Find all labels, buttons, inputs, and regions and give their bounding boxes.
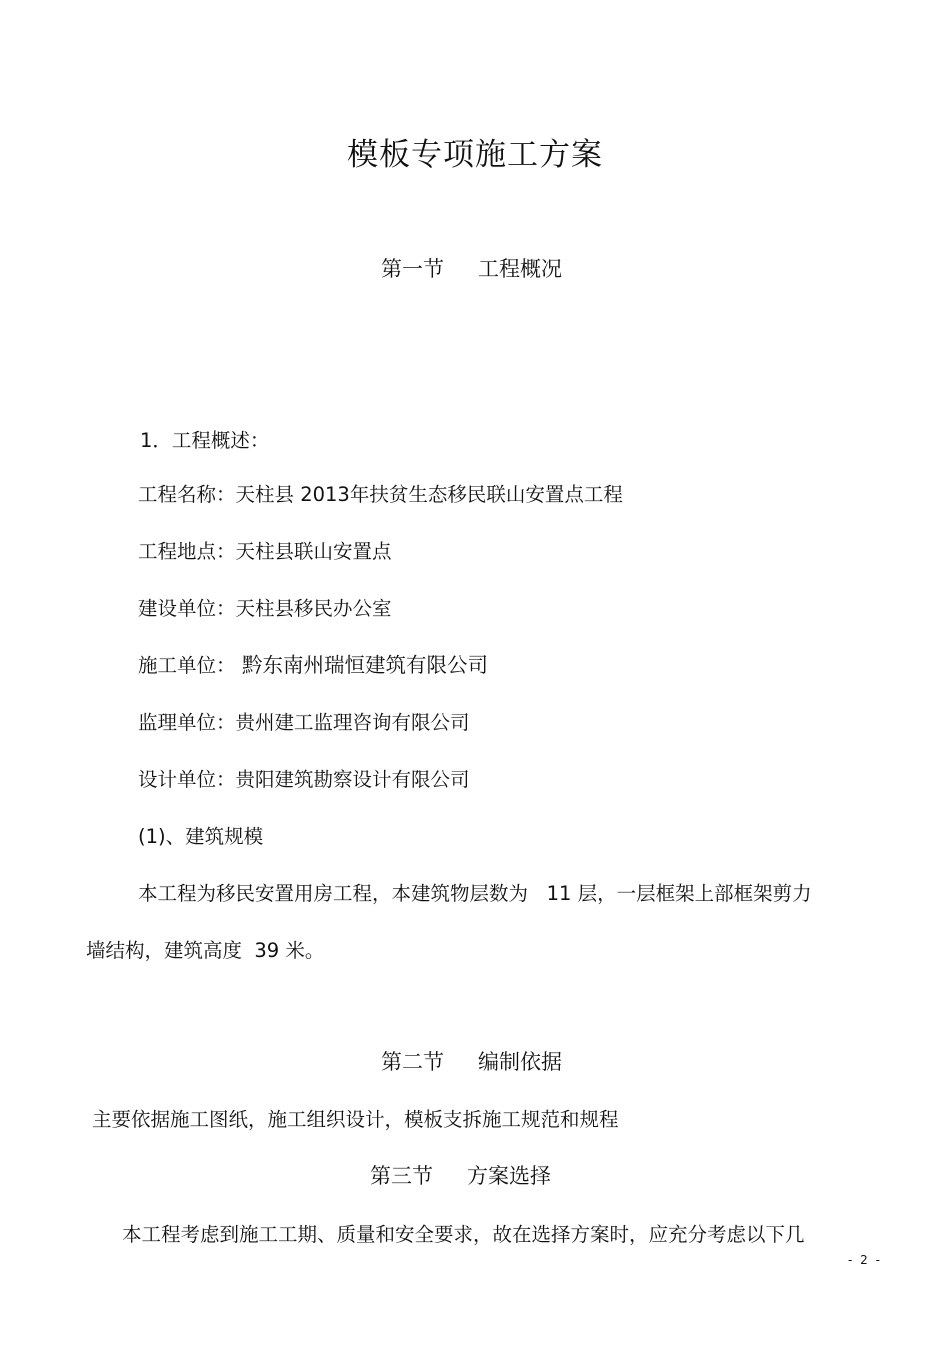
section-3-number: 第三节 bbox=[370, 1164, 433, 1188]
field-value: 黔东南州瑞恒建筑有限公司 bbox=[235, 653, 489, 677]
section-1-title: 工程概况 bbox=[478, 257, 562, 281]
scale-paragraph-line-2: 墙结构，建筑高度 39 米。 bbox=[86, 939, 325, 962]
section-1-heading bbox=[381, 259, 562, 280]
field-project-name bbox=[138, 485, 623, 505]
field-value: 贵州建工监理咨询有限公司 bbox=[235, 711, 470, 734]
field-value: 天柱县联山安置点 bbox=[235, 540, 392, 563]
section-3-heading bbox=[370, 1166, 551, 1187]
field-construction-unit bbox=[138, 655, 488, 676]
field-design-unit bbox=[138, 770, 470, 790]
scale-heading: (1)、建筑规模 bbox=[138, 825, 264, 848]
section-3-title: 方案选择 bbox=[467, 1164, 551, 1188]
field-project-location bbox=[138, 542, 392, 562]
field-value: 贵阳建筑勘察设计有限公司 bbox=[235, 768, 470, 791]
document-title: 模板专项施工方案 bbox=[347, 137, 603, 173]
field-owner-unit bbox=[138, 599, 392, 619]
overview-heading: 1．工程概述： bbox=[140, 429, 270, 452]
basis-paragraph: 主要依据施工图纸，施工组织设计，模板支拆施工规范和规程 bbox=[92, 1108, 619, 1131]
section-1-number: 第一节 bbox=[381, 257, 444, 281]
field-label: 监理单位： bbox=[138, 711, 236, 734]
field-label: 施工单位： bbox=[138, 654, 236, 677]
field-label: 工程名称： bbox=[138, 483, 236, 506]
field-label: 设计单位： bbox=[138, 768, 236, 791]
field-supervision-unit bbox=[138, 713, 470, 733]
scale-paragraph-line-1: 本工程为移民安置用房工程，本建筑物层数为 11 层，一层框架上部框架剪力 bbox=[138, 882, 812, 905]
field-value: 天柱县 2013年扶贫生态移民联山安置点工程 bbox=[235, 483, 623, 506]
section-2-number: 第二节 bbox=[381, 1050, 444, 1074]
field-label: 工程地点： bbox=[138, 540, 236, 563]
choice-paragraph: 本工程考虑到施工工期、质量和安全要求，故在选择方案时，应充分考虑以下几 bbox=[122, 1223, 805, 1246]
field-label: 建设单位： bbox=[138, 597, 236, 620]
field-value: 天柱县移民办公室 bbox=[235, 597, 392, 620]
section-2-title: 编制依据 bbox=[478, 1050, 562, 1074]
section-2-heading bbox=[381, 1052, 562, 1073]
page-number: - 2 - bbox=[848, 1253, 882, 1267]
